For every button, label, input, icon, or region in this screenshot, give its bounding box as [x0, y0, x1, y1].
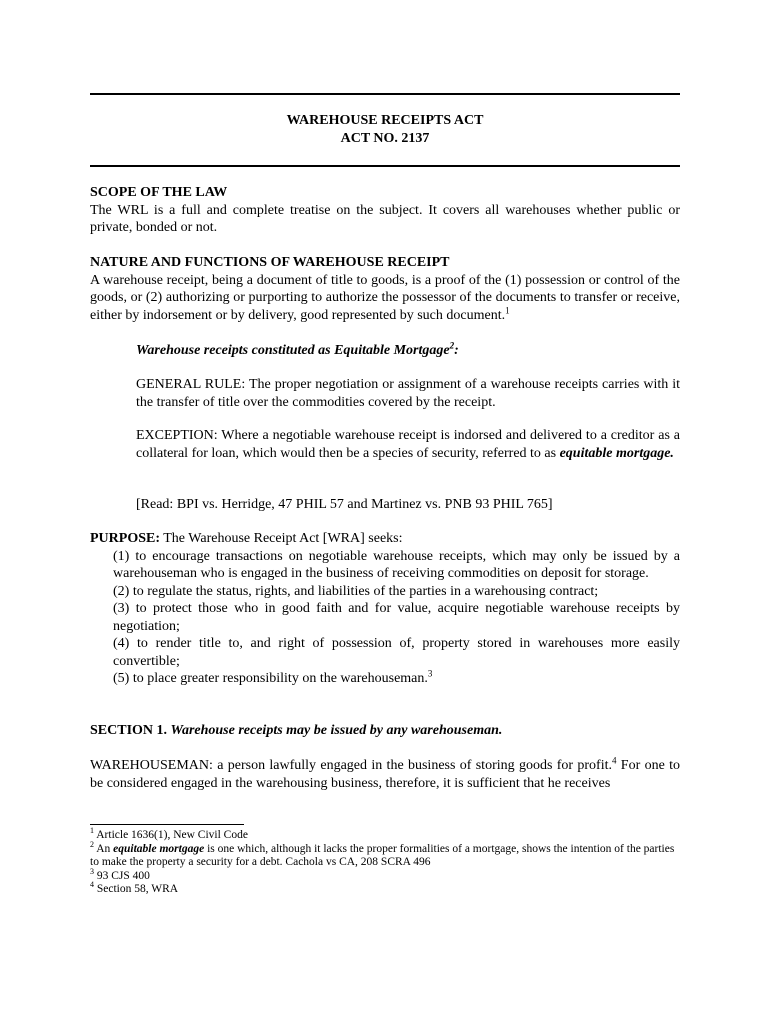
document-title: WAREHOUSE RECEIPTS ACT: [286, 113, 484, 128]
footnote-text: Section 58, WRA: [94, 883, 179, 895]
warehouseman-definition-block: [90, 757, 680, 792]
footnote: [90, 839, 680, 870]
warehouseman-def-text: : a person lawfully engaged in the business of storing goods for profit.: [209, 758, 612, 773]
purpose-item: (2) to regulate the status, rights, and liabilities of the parties in a warehousing contract;: [113, 583, 599, 599]
section-1-label: SECTION 1.: [90, 723, 168, 738]
scope-section: [90, 184, 680, 237]
footnotes: [90, 826, 680, 897]
purpose-intro: [90, 530, 680, 548]
footnote-number: 4: [90, 880, 94, 890]
purpose-item: (4) to render title to, and right of possession of, property stored in warehouses more easily convertible;: [113, 636, 680, 669]
nature-heading: NATURE AND FUNCTIONS OF WAREHOUSE RECEIPT: [90, 255, 450, 270]
scope-body: The WRL is a full and complete treatise on the subject. It covers all warehouses whether public or private, bonded or not.: [90, 202, 680, 235]
footnote-ref: 1: [505, 304, 510, 315]
equitable-heading-text: Warehouse receipts constituted as Equitable Mortgage: [136, 343, 450, 358]
exception: [136, 427, 680, 462]
section-1: [90, 722, 680, 740]
footnote-term: equitable mortgage: [113, 842, 205, 855]
section-1-heading: [90, 722, 680, 740]
equitable-heading-tail: :: [454, 343, 459, 358]
purpose-label: PURPOSE:: [90, 531, 160, 546]
footnote-text: Article 1636(1), New Civil Code: [94, 829, 248, 841]
nature-body-text: A warehouse receipt, being a document of title to goods, is a proof of the (1) possession or control of the goods, or (2) authorizing or purporting to authorize the possessor of the documents to transfer or receive, either by indorsement or by delivery, good represented by such document.: [90, 272, 680, 323]
footnote-ref: 4: [611, 755, 617, 766]
footnote: [90, 826, 680, 843]
section-1-title: Warehouse receipts may be issued by any warehouseman.: [170, 723, 503, 738]
warehouseman-def-tail: For one to be considered engaged in the warehousing business, therefore, it is sufficient that he receives: [90, 758, 680, 791]
purpose-item: (3) to protect those who in good faith and for value, acquire negotiable warehouse receipts by negotiation;: [113, 601, 680, 634]
footnote: [90, 880, 680, 897]
footnote-ref: 3: [427, 668, 433, 679]
purpose-item-text: (5) to place greater responsibility on the warehouseman.: [113, 671, 428, 686]
footnote-number: 3: [90, 866, 94, 876]
warehouseman-label: WAREHOUSEMAN: [90, 758, 209, 773]
equitable-mortgage-section: [90, 342, 680, 360]
scope-heading: SCOPE OF THE LAW: [90, 185, 228, 200]
footnote-ref: 2: [449, 340, 455, 351]
footnote-text: is one which, although it lacks the proper formalities of a mortgage, shows the intention of the parties to make the property a security for a debt. Cachola vs CA, 208 SCRA 496: [90, 842, 675, 868]
equitable-heading: [136, 342, 680, 360]
general-rule: [136, 376, 680, 411]
document-header: [90, 112, 680, 147]
purpose-item: (1) to encourage transactions on negotiable warehouse receipts, which may only be issued by a warehouseman who is engaged in the business of receiving commodities on deposit for storage.: [113, 548, 680, 581]
footnote: [90, 866, 680, 884]
top-rule: [90, 93, 680, 95]
general-rule-label: GENERAL RULE: [136, 377, 242, 392]
purpose-intro-text: The Warehouse Receipt Act [WRA] seeks:: [160, 531, 403, 546]
act-number: ACT NO. 2137: [340, 130, 430, 146]
general-rule-text: : The proper negotiation or assignment of a warehouse receipts carries with it the transfer of title over the commodities covered by the receipt.: [136, 377, 680, 410]
purpose-item: [113, 670, 680, 688]
read-note: [Read: BPI vs. Herridge, 47 PHIL 57 and Martinez vs. PNB 93 PHIL 765]: [136, 497, 553, 512]
nature-section: [90, 254, 680, 324]
footnote-number: 1: [90, 826, 94, 836]
footnote-rule: [90, 824, 244, 825]
general-rule-block: [90, 376, 680, 411]
exception-block: [90, 427, 680, 462]
exception-term: equitable mortgage.: [559, 445, 674, 461]
warehouseman-definition: [90, 757, 680, 792]
nature-body: [90, 272, 680, 325]
footnote-text: An: [94, 842, 114, 855]
read-note-block: [90, 496, 680, 514]
exception-label: EXCEPTION: [136, 428, 214, 443]
header-bottom-rule: [90, 165, 680, 167]
purpose-section: [90, 530, 680, 688]
footnote-text: 93 CJS 400: [94, 869, 150, 882]
footnote-number: 2: [90, 839, 94, 849]
exception-text: : Where a negotiable warehouse receipt is indorsed and delivered to a creditor as a collateral for loan, which would then be a species of security, referred to as: [136, 428, 680, 461]
